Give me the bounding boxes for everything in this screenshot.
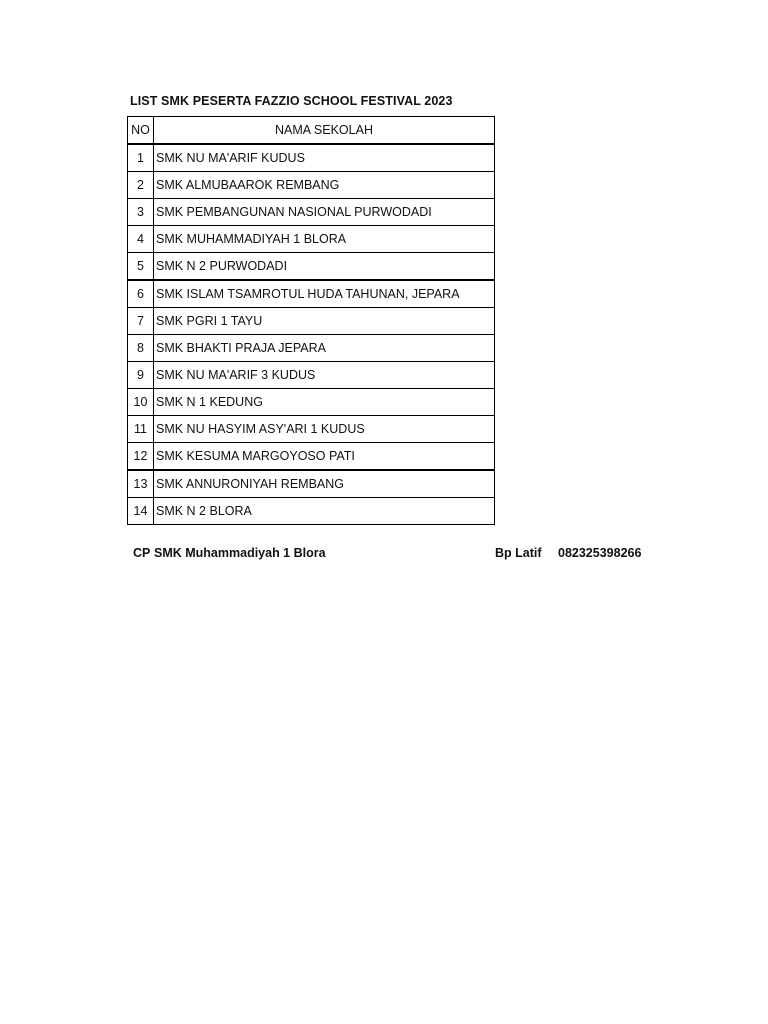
row-number: 8 [128, 335, 154, 362]
school-name: SMK KESUMA MARGOYOSO PATI [154, 443, 495, 471]
contact-person: Bp Latif [495, 546, 542, 560]
contact-phone: 082325398266 [558, 546, 642, 560]
school-name: SMK NU MA'ARIF 3 KUDUS [154, 362, 495, 389]
row-number: 3 [128, 199, 154, 226]
row-number: 9 [128, 362, 154, 389]
school-name: SMK ALMUBAAROK REMBANG [154, 172, 495, 199]
row-number: 1 [128, 144, 154, 172]
row-number: 5 [128, 253, 154, 281]
school-name: SMK NU HASYIM ASY'ARI 1 KUDUS [154, 416, 495, 443]
school-name: SMK NU MA'ARIF KUDUS [154, 144, 495, 172]
contact-school: SMK Muhammadiyah 1 Blora [154, 546, 326, 560]
school-name: SMK PGRI 1 TAYU [154, 308, 495, 335]
school-name: SMK PEMBANGUNAN NASIONAL PURWODADI [154, 199, 495, 226]
table-header-row [128, 117, 495, 145]
table-row [128, 362, 495, 389]
header-school-name: NAMA SEKOLAH [154, 117, 495, 145]
row-number: 6 [128, 280, 154, 308]
header-no: NO [128, 117, 154, 145]
row-number: 4 [128, 226, 154, 253]
table-row [128, 443, 495, 471]
table-row [128, 226, 495, 253]
row-number: 11 [128, 416, 154, 443]
table-row [128, 199, 495, 226]
table-row [128, 470, 495, 498]
table-row [128, 389, 495, 416]
table-row [128, 335, 495, 362]
table-row [128, 172, 495, 199]
row-number: 12 [128, 443, 154, 471]
school-name: SMK ANNURONIYAH REMBANG [154, 470, 495, 498]
row-number: 2 [128, 172, 154, 199]
school-name: SMK ISLAM TSAMROTUL HUDA TAHUNAN, JEPARA [154, 280, 495, 308]
table-row [128, 498, 495, 525]
row-number: 13 [128, 470, 154, 498]
school-name: SMK N 1 KEDUNG [154, 389, 495, 416]
page-title: LIST SMK PESERTA FAZZIO SCHOOL FESTIVAL 2023 [130, 94, 453, 108]
school-name: SMK BHAKTI PRAJA JEPARA [154, 335, 495, 362]
school-name: SMK N 2 PURWODADI [154, 253, 495, 281]
table-row [128, 416, 495, 443]
school-name: SMK N 2 BLORA [154, 498, 495, 525]
row-number: 7 [128, 308, 154, 335]
table-row [128, 144, 495, 172]
school-name: SMK MUHAMMADIYAH 1 BLORA [154, 226, 495, 253]
school-list-table [127, 116, 495, 525]
contact-label: CP [133, 546, 151, 560]
table-row [128, 308, 495, 335]
table-row [128, 253, 495, 281]
table-row [128, 280, 495, 308]
row-number: 10 [128, 389, 154, 416]
row-number: 14 [128, 498, 154, 525]
